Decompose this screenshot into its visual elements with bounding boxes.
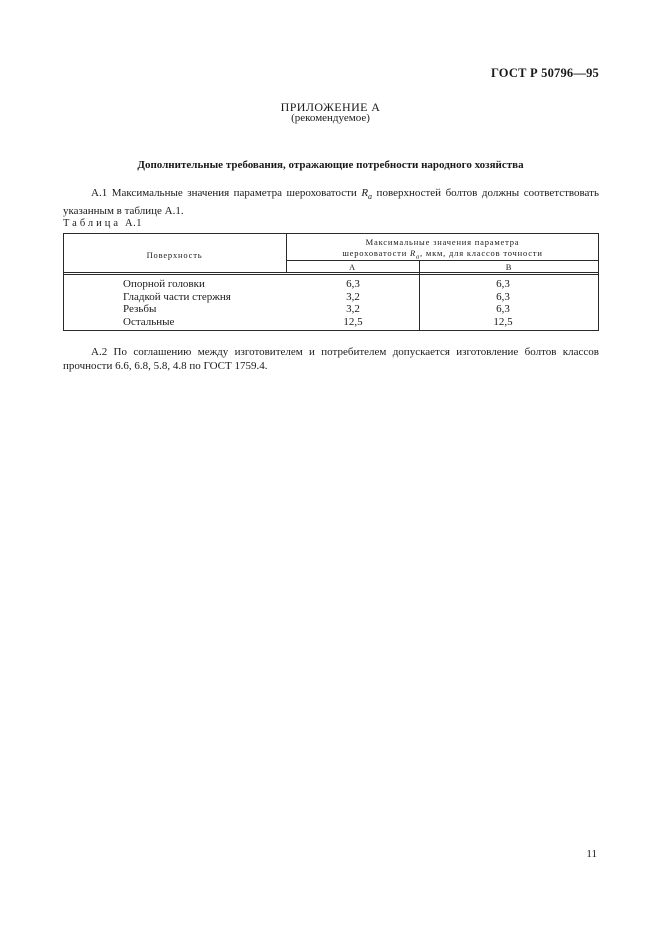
table-row-surface-3: Резьбы: [123, 303, 157, 315]
header-max-values-line2: [286, 248, 599, 261]
table-caption-number: А.1: [125, 218, 143, 229]
table-row-surface-2: Гладкой части стержня: [123, 290, 231, 303]
header-surface: Поверхность: [146, 250, 203, 260]
table-left-border: [63, 233, 64, 331]
header-class-b: В: [505, 262, 513, 272]
appendix-subtitle: (рекомендуемое): [291, 112, 370, 124]
paragraph-a1-text-start: А.1 Максимальные значения параметра шероховатости: [91, 187, 362, 199]
table-row-a-1: 6,3: [346, 278, 360, 290]
table-row-a-2: 3,2: [346, 290, 360, 303]
paragraph-a2: [63, 345, 599, 373]
header-bottom-border-double: [63, 274, 599, 275]
paragraph-a1: [63, 186, 599, 218]
roughness-subscript: a: [368, 192, 373, 202]
document-code: ГОСТ Р 50796—95: [490, 66, 599, 80]
section-heading: Дополнительные требования, отражающие потребности народного хозяйства: [137, 159, 524, 171]
roughness-table: [63, 233, 599, 331]
header-roughness-subscript: a: [415, 253, 421, 261]
table-row-b-1: 6,3: [496, 278, 510, 290]
table-row-a-3: 3,2: [346, 303, 360, 315]
page-number: 11: [586, 848, 597, 860]
table-row-a-4: 12,5: [343, 315, 363, 328]
header-class-a: А: [349, 262, 356, 272]
header-line2-end: , мкм, для классов точности: [420, 248, 543, 258]
table-row-b-2: 6,3: [496, 290, 510, 303]
table-row-surface-1: Опорной головки: [123, 278, 205, 290]
table-caption: [63, 218, 142, 229]
table-top-border: [63, 233, 599, 234]
paragraph-a2-text: А.2 По соглашению между изготовителем и потребителем допускается изготовление болтов классов прочности 6.6, 6.8, 5.8, 4.8 по ГОСТ 1759.4.: [63, 346, 599, 372]
table-row-b-4: 12,5: [493, 315, 513, 328]
table-bottom-border: [63, 330, 599, 331]
header-line2-start: шероховатости: [342, 248, 410, 258]
header-roughness-symbol: R: [409, 248, 416, 258]
header-bottom-border: [63, 272, 599, 273]
table-row-surface-4: Остальные: [123, 315, 175, 328]
appendix-title: ПРИЛОЖЕНИЕ А: [280, 100, 381, 114]
roughness-symbol: R: [361, 187, 369, 199]
paragraph-a1-text-end: поверхностей болтов должны соответствовать указанным в таблице А.1.: [63, 187, 599, 218]
table-row-b-3: 6,3: [496, 303, 510, 315]
header-max-values-line1: Максимальные значения параметра: [365, 237, 520, 247]
table-caption-word: Таблица: [63, 218, 122, 229]
